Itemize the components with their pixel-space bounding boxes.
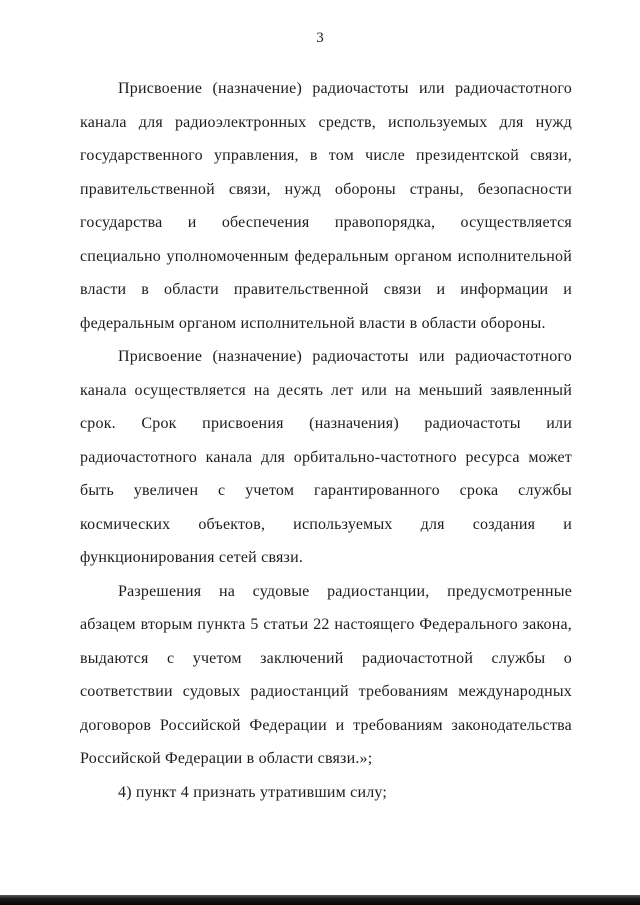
page-number: 3 [316,30,324,46]
paragraph: Присвоение (назначение) радиочастоты или радиочастотного канала для радиоэлектронных средств, используемых для нужд государственного управления, в том числе президентской связи, правительственной связи, нужд обороны страны, безопасности государства и обеспечения правопорядка, осуществляется специально уполномоченным федеральным органом исполнительной власти в области правительственной связи и информации и федеральным органом исполнительной власти в области обороны. [80,80,572,332]
paragraph: Присвоение (назначение) радиочастоты или радиочастотного канала осуществляется на десять лет или на меньший заявленный срок. Срок присвоения (назначения) радиочастоты или радиочастотного канала для орбитально-частотного ресурса может быть увеличен с учетом гарантированного срока службы космических объектов, используемых для создания и функционирования сетей связи. [80,348,572,566]
document-body [80,72,572,809]
paragraph: 4) пункт 4 признать утратившим силу; [118,783,388,801]
paragraph: Разрешения на судовые радиостанции, предусмотренные абзацем вторым пункта 5 статьи 22 настоящего Федерального закона, выдаются с учетом заключений радиочастотной службы о соответствии судовых радиостанций требованиям международных договоров Российской Федерации и требованиям законодательства Российской Федерации в области связи.»; [80,582,572,767]
scan-edge-artifact [0,895,640,905]
